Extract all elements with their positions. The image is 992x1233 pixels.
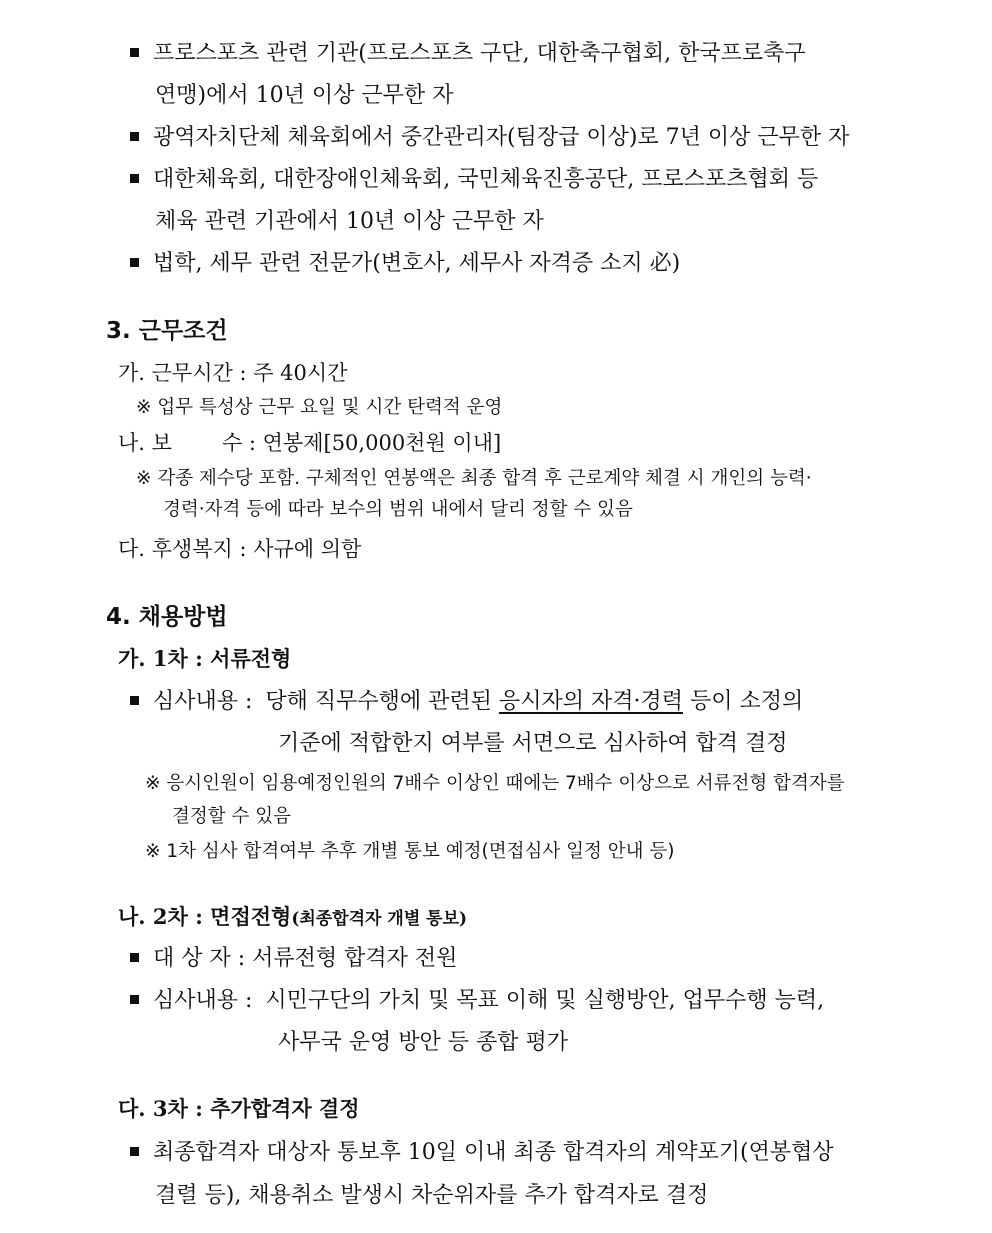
step1-title: 가. 1차 : 서류전형 (118, 646, 292, 671)
step2-title: 나. 2차 : 면접전형(최종합격자 개별 통보) (118, 904, 468, 929)
step1-review-cont: 기준에 적합한지 여부를 서면으로 심사하여 합격 결정 (278, 731, 788, 756)
square-bullet-icon (130, 953, 139, 962)
square-bullet-icon (130, 995, 139, 1004)
step3-item-cont: 결렬 등), 채용취소 발생시 차순위자를 추가 합격자로 결정 (155, 1183, 709, 1208)
section-heading-3: 3. 근무조건 (106, 318, 228, 344)
step1-review: 심사내용 : 당해 직무수행에 관련된 응시자의 자격·경력 등이 소정의 (130, 686, 803, 718)
bullet-item-3-cont: 체육 관련 기관에서 10년 이상 근무한 자 (155, 209, 544, 234)
square-bullet-icon (130, 132, 139, 141)
step1-note1-line1: ※ 응시인원이 임용예정인원의 7배수 이상인 때에는 7배수 이상으로 서류전형 합격자를 (145, 773, 845, 794)
square-bullet-icon (130, 696, 139, 705)
bullet-item-3: 대한체육회, 대한장애인체육회, 국민체육진흥공단, 프로스포츠협회 등 (130, 164, 818, 196)
salary-note-line2: 경력·자격 등에 따라 보수의 범위 내에서 달리 정할 수 있음 (163, 499, 633, 520)
square-bullet-icon (130, 174, 139, 183)
step2-review: 심사내용 : 시민구단의 가치 및 목표 이해 및 실행방안, 업무수행 능력, (130, 985, 824, 1017)
step1-note2: ※ 1차 심사 합격여부 추후 개별 통보 예정(면접심사 일정 안내 등) (145, 841, 675, 862)
salary-note-line1: ※ 각종 제수당 포함. 구체적인 연봉액은 최종 합격 후 근로계약 체결 시 개인의 능력· (136, 468, 812, 489)
bullet-item-4: 법학, 세무 관련 전문가(변호사, 세무사 자격증 소지 必) (130, 248, 680, 280)
bullet-item-1-cont: 연맹)에서 10년 이상 근무한 자 (155, 83, 454, 108)
section-heading-4: 4. 채용방법 (106, 604, 228, 630)
square-bullet-icon (130, 258, 139, 267)
square-bullet-icon (130, 1147, 139, 1156)
step3-item: 최종합격자 대상자 통보후 10일 이내 최종 합격자의 계약포기(연봉협상 (130, 1137, 834, 1169)
step1-note1-line2: 결정할 수 있음 (172, 806, 291, 827)
step3-title: 다. 3차 : 추가합격자 결정 (118, 1096, 360, 1121)
step2-target: 대 상 자 : 서류전형 합격자 전원 (130, 943, 457, 975)
welfare: 다. 후생복지 : 사규에 의함 (118, 537, 362, 561)
underlined-qualification: 응시자의 자격·경력 (498, 689, 683, 714)
square-bullet-icon (130, 48, 139, 57)
step2-review-cont: 사무국 운영 방안 등 종합 평가 (278, 1030, 568, 1055)
work-hours: 가. 근무시간 : 주 40시간 (118, 361, 348, 385)
bullet-item-2: 광역자치단체 체육회에서 중간관리자(팀장급 이상)로 7년 이상 근무한 자 (130, 122, 849, 154)
bullet-item-1: 프로스포츠 관련 기관(프로스포츠 구단, 대한축구협회, 한국프로축구 (130, 38, 806, 70)
work-hours-note: ※ 업무 특성상 근무 요일 및 시간 탄력적 운영 (136, 397, 503, 418)
salary: 나. 보 수 : 연봉제[50,000천원 이내] (118, 431, 502, 455)
